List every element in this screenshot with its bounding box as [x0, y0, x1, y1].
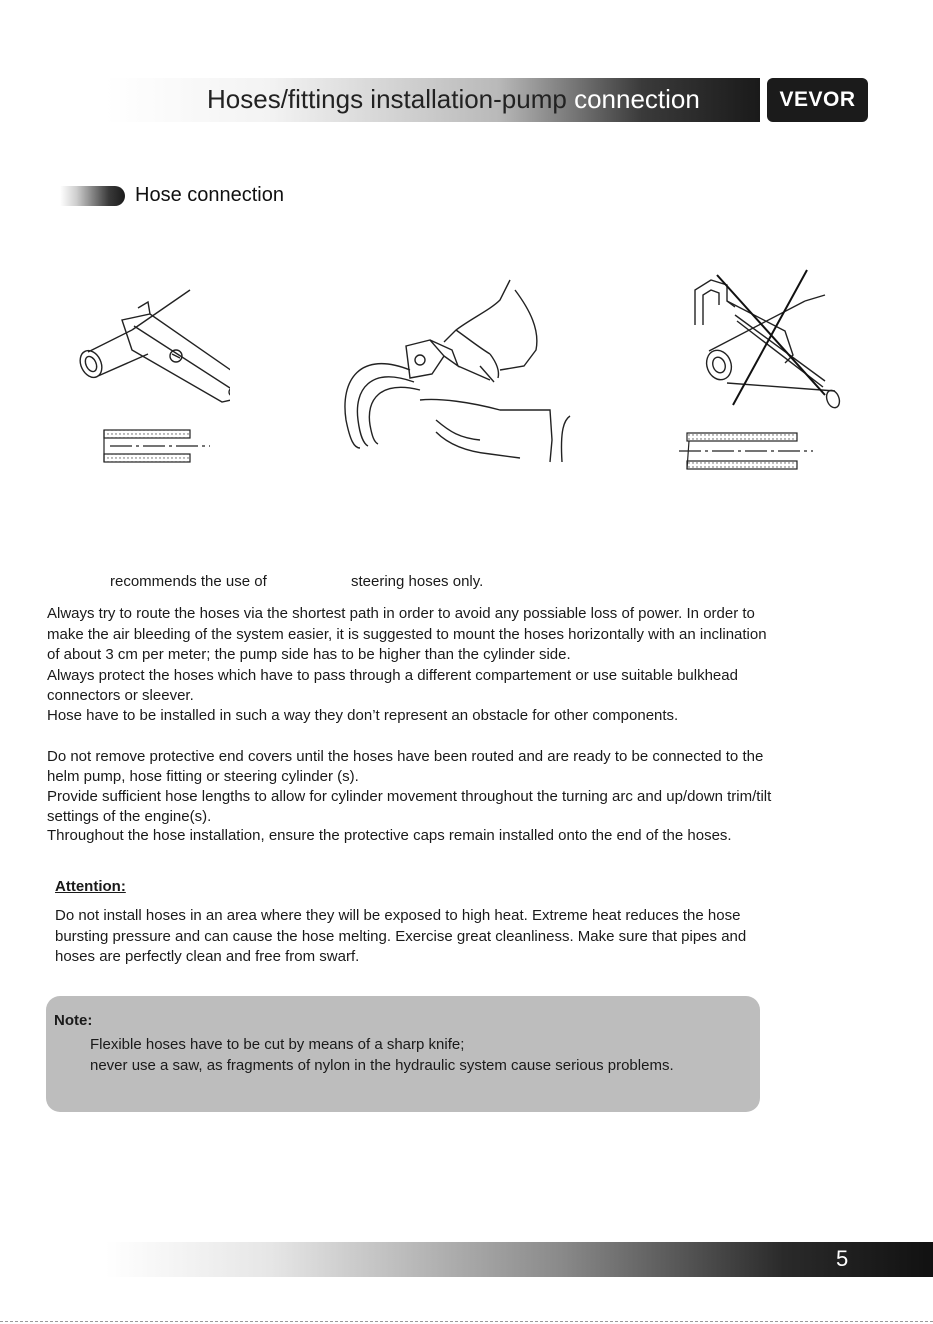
recommend-text-part2: steering hoses only.	[351, 573, 484, 590]
paragraph-line: Always protect the hoses which have to pass through a different compartement or use suitable bulkhead	[47, 667, 738, 684]
attention-heading: Attention:	[55, 878, 126, 895]
page-title-light: connection	[566, 84, 700, 114]
paragraph-line: helm pump, hose fitting or steering cylinder (s).	[47, 768, 359, 785]
paragraph-line: Always try to route the hoses via the shortest path in order to avoid any possiable loss of power. In order to	[47, 605, 755, 622]
paragraph-line: connectors or sleever.	[47, 687, 194, 704]
paragraph-line: make the air bleeding of the system easier, it is suggested to mount the hoses horizontally with an inclination	[47, 626, 767, 643]
note-heading: Note:	[54, 1012, 93, 1029]
brand-logo: VEVOR	[767, 78, 868, 122]
paragraph-line: Provide sufficient hose lengths to allow for cylinder movement throughout the turning arc and up/down trim/tilt	[47, 788, 772, 805]
page-title	[207, 84, 700, 115]
section-marker-icon	[60, 186, 125, 206]
note-box	[46, 996, 760, 1112]
footer-bar	[105, 1242, 933, 1277]
recommend-text-part1: recommends the use of	[110, 573, 267, 590]
knife-cutting-hose-illustration	[70, 280, 230, 470]
attention-line: hoses are perfectly clean and free from swarf.	[55, 948, 360, 965]
note-line: Flexible hoses have to be cut by means of a sharp knife;	[90, 1036, 465, 1053]
note-line: never use a saw, as fragments of nylon in the hydraulic system cause serious problems.	[90, 1057, 674, 1074]
saw-crossed-out-illustration	[675, 265, 845, 480]
paragraph-line: settings of the engine(s).	[47, 808, 212, 825]
attention-line: Do not install hoses in an area where they will be exposed to high heat. Extreme heat reduces the hose	[55, 907, 741, 924]
paragraph-line: of about 3 cm per meter; the pump side has to be higher than the cylinder side.	[47, 646, 571, 663]
page-number: 5	[836, 1246, 849, 1271]
page-edge-divider	[0, 1321, 933, 1322]
paragraph-line: Do not remove protective end covers until the hoses have been routed and are ready to be connected to the	[47, 748, 764, 765]
hands-fitting-hose-illustration	[340, 270, 580, 470]
paragraph-line: Throughout the hose installation, ensure the protective caps remain installed onto the end of the hoses.	[47, 827, 732, 844]
section-heading: Hose connection	[135, 184, 284, 206]
page-title-dark: Hoses/fittings installation-pump	[207, 84, 567, 114]
paragraph-line: Hose have to be installed in such a way they don’t represent an obstacle for other components.	[47, 707, 679, 724]
attention-line: bursting pressure and can cause the hose melting. Exercise great cleanliness. Make sure that pipes and	[55, 928, 747, 945]
